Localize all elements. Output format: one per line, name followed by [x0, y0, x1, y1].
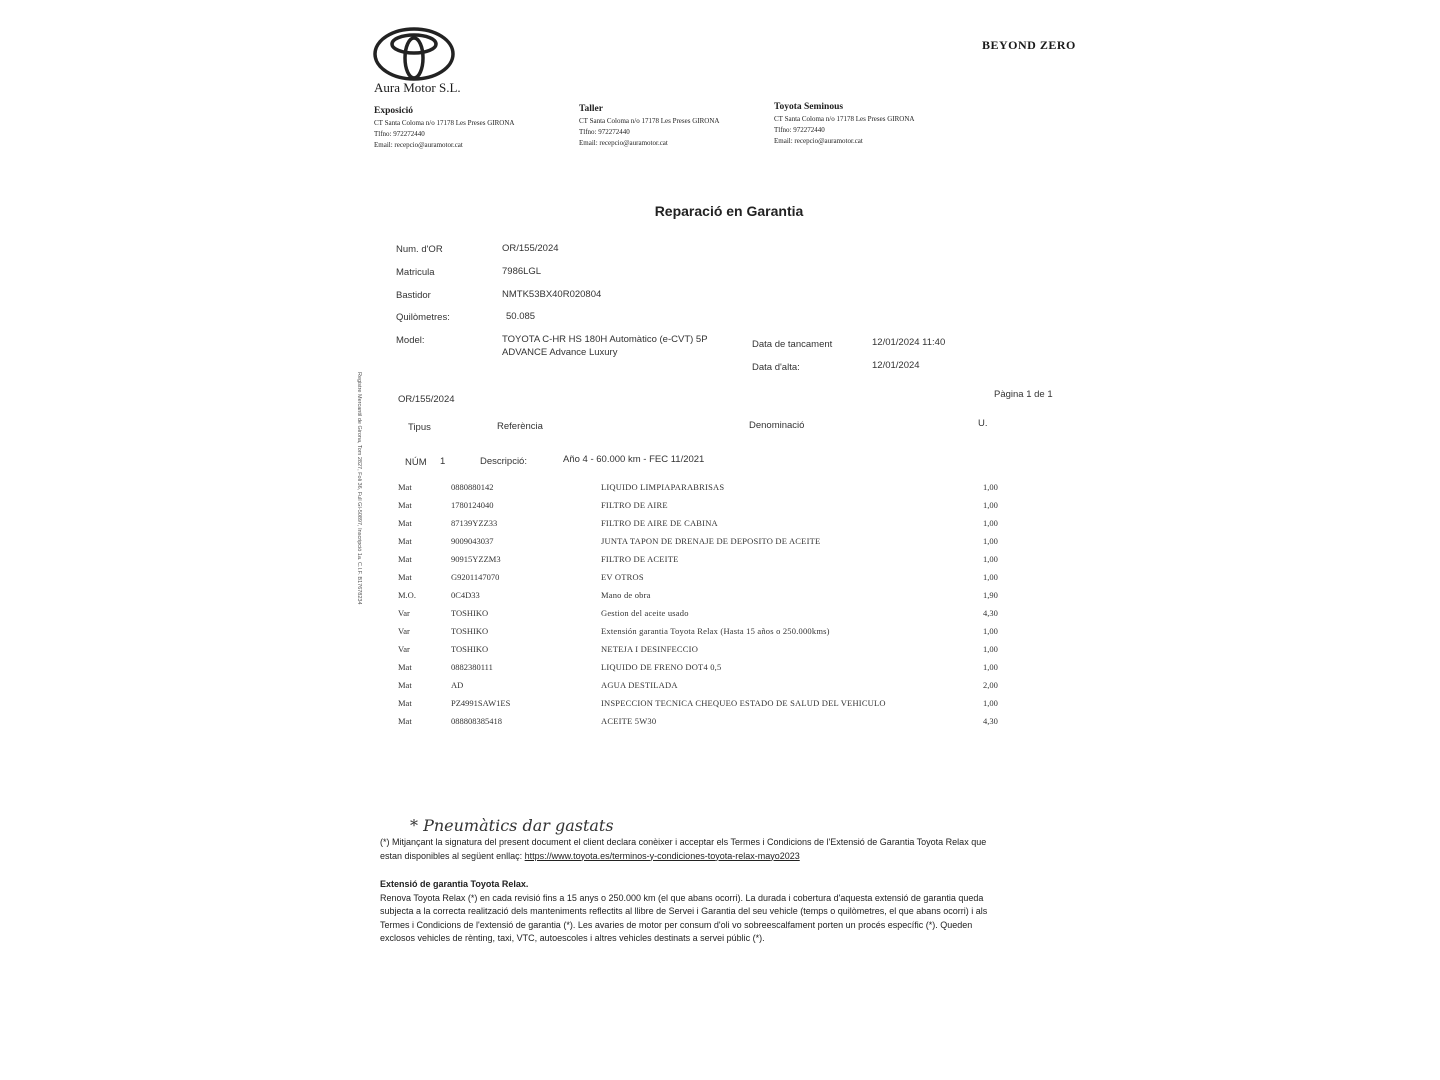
- table-row: [398, 680, 1018, 698]
- row-den: Gestion del aceite usado: [601, 608, 689, 618]
- row-tipus: Mat: [398, 572, 412, 582]
- header-u: U.: [978, 418, 988, 429]
- row-ref: 9009043037: [451, 536, 494, 546]
- row-tipus: Mat: [398, 662, 412, 672]
- row-tipus: Mat: [398, 482, 412, 492]
- row-tipus: Mat: [398, 716, 412, 726]
- header-denominacio: Denominació: [749, 420, 805, 431]
- row-u: 4,30: [983, 608, 998, 618]
- row-u: 4,30: [983, 716, 998, 726]
- row-ref: TOSHIKO: [451, 626, 489, 636]
- office-address: CT Santa Coloma n/o 17178 Les Preses GIRONA: [374, 119, 515, 127]
- terms-line: (*) Mitjançant la signatura del present document el client declara conèixer i acceptar els Termes i Condicions de l'Extensió de Garantia Toyota Relax que: [380, 837, 987, 847]
- page-number: Pàgina 1 de 1: [994, 389, 1053, 400]
- row-den: NETEJA I DESINFECCIO: [601, 644, 699, 654]
- toyota-logo: [372, 26, 456, 82]
- chassis-value: NMTK53BX40R020804: [502, 289, 602, 300]
- close-date-value: 12/01/2024 11:40: [872, 337, 946, 348]
- table-row: [398, 572, 1018, 590]
- office-name: Exposició: [374, 106, 414, 116]
- row-ref: PZ4991SAW1ES: [451, 698, 511, 708]
- table-row: [398, 554, 1018, 572]
- row-u: 1,00: [983, 518, 998, 528]
- document-title: Reparació en Garantia: [654, 203, 804, 219]
- plate-label: Matricula: [396, 267, 435, 278]
- row-tipus: Mat: [398, 680, 412, 690]
- row-den: AGUA DESTILADA: [601, 680, 678, 690]
- row-den: FILTRO DE AIRE: [601, 500, 668, 510]
- office-name: Toyota Seminous: [774, 102, 844, 112]
- model-value-line2: ADVANCE Advance Luxury: [502, 347, 618, 358]
- row-u: 1,00: [983, 536, 998, 546]
- row-ref: 088808385418: [451, 716, 502, 726]
- entry-date-value: 12/01/2024: [872, 360, 920, 371]
- row-tipus: Var: [398, 644, 410, 654]
- row-ref: G9201147070: [451, 572, 500, 582]
- row-ref: 0882380111: [451, 662, 493, 672]
- row-u: 1,00: [983, 554, 998, 564]
- chassis-label: Bastidor: [396, 290, 431, 301]
- table-row: [398, 662, 1018, 680]
- row-tipus: Mat: [398, 518, 412, 528]
- company-name: Aura Motor S.L.: [374, 80, 461, 95]
- row-den: JUNTA TAPON DE DRENAJE DE DEPOSITO DE ACEITE: [601, 536, 821, 546]
- office-taller: [579, 103, 719, 149]
- row-u: 2,00: [983, 680, 998, 690]
- row-u: 1,00: [983, 626, 998, 636]
- row-ref: AD: [451, 680, 464, 690]
- office-email: Email: recepcio@auramotor.cat: [579, 139, 668, 147]
- terms-link[interactable]: https://www.toyota.es/terminos-y-condiciones-toyota-relax-mayo2023: [524, 850, 800, 861]
- row-den: Extensión garantia Toyota Relax (Hasta 15 años o 250.000kms): [601, 626, 830, 636]
- row-u: 1,00: [983, 500, 998, 510]
- relax-heading: Extensió de garantia Toyota Relax.: [380, 879, 529, 889]
- km-value: 50.085: [506, 311, 536, 322]
- km-label: Quilòmetres:: [396, 312, 450, 323]
- row-ref: 0C4D33: [451, 590, 480, 600]
- row-den: INSPECCION TECNICA CHEQUEO ESTADO DE SALUD DEL VEHICULO: [601, 698, 886, 708]
- row-u: 1,00: [983, 662, 998, 672]
- row-den: LIQUIDO LIMPIAPARABRISAS: [601, 482, 725, 492]
- row-den: EV OTROS: [601, 572, 644, 582]
- row-ref: 87139YZZ33: [451, 518, 498, 528]
- row-ref: 0880880142: [451, 482, 494, 492]
- model-value-line1: TOYOTA C-HR HS 180H Automàtico (e-CVT) 5P: [502, 334, 708, 345]
- or-number-label: Num. d'OR: [396, 244, 443, 255]
- office-seminous: [774, 101, 914, 147]
- row-den: Mano de obra: [601, 590, 651, 600]
- row-ref: TOSHIKO: [451, 608, 489, 618]
- registry-vertical-text: [352, 372, 362, 642]
- row-tipus: M.O.: [398, 590, 416, 600]
- num-label: NÚM: [405, 457, 427, 468]
- row-ref: TOSHIKO: [451, 644, 489, 654]
- table-row: [398, 518, 1018, 536]
- office-exposicio: [374, 105, 514, 151]
- relax-line: exclosos vehicles de rènting, taxi, VTC, autoescoles i altres vehicles destinats a servei públic (*).: [380, 933, 765, 943]
- or-number-value: OR/155/2024: [502, 243, 559, 254]
- office-name: Taller: [579, 104, 603, 114]
- plate-value: 7986LGL: [502, 266, 542, 277]
- description-label: Descripció:: [480, 456, 527, 467]
- terms-paragraph: [380, 836, 1070, 863]
- office-address: CT Santa Coloma n/o 17178 Les Preses GIRONA: [774, 115, 915, 123]
- row-u: 1,90: [983, 590, 998, 600]
- row-den: LIQUIDO DE FRENO DOT4 0,5: [601, 662, 722, 672]
- handwritten-note: * Pneumàtics dar gastats: [410, 816, 614, 835]
- office-email: Email: recepcio@auramotor.cat: [774, 137, 863, 145]
- row-tipus: Mat: [398, 554, 412, 564]
- table-row: [398, 698, 1018, 716]
- row-tipus: Mat: [398, 698, 412, 708]
- office-address: CT Santa Coloma n/o 17178 Les Preses GIRONA: [579, 117, 720, 125]
- relax-line: Termes i Condicions de l'extensió de garantia (*). Les avaries de motor per consum d'oli vo sobreescalfament porten un procés específic (*). Queden: [380, 919, 973, 930]
- row-tipus: Mat: [398, 536, 412, 546]
- office-phone: Tlfno: 972272440: [374, 130, 425, 138]
- header-tipus: Tipus: [408, 422, 431, 433]
- brand-slogan: BEYOND ZERO: [982, 38, 1076, 52]
- terms-line: [380, 850, 1070, 864]
- row-u: 1,00: [983, 698, 998, 708]
- table-row: [398, 482, 1018, 500]
- num-value: 1: [440, 456, 446, 467]
- office-email: Email: recepcio@auramotor.cat: [374, 141, 463, 149]
- header-referencia: Referència: [497, 421, 543, 432]
- row-tipus: Var: [398, 608, 410, 618]
- row-den: FILTRO DE AIRE DE CABINA: [601, 518, 718, 528]
- table-row: [398, 536, 1018, 554]
- terms-text: estan disponibles al següent enllaç:: [380, 850, 523, 861]
- row-u: 1,00: [983, 482, 998, 492]
- registry-text: Registre Mercantil de Girona, Tom 2827, Foli 36, Full GI-50897, Inscripció 1a. C.I.F. B17678234: [356, 372, 362, 605]
- office-phone: Tlfno: 972272440: [774, 126, 825, 134]
- or-reference: OR/155/2024: [398, 394, 455, 405]
- entry-date-label: Data d'alta:: [752, 362, 800, 373]
- row-u: 1,00: [983, 572, 998, 582]
- table-row: [398, 716, 1018, 734]
- row-tipus: Var: [398, 626, 410, 636]
- description-value: Año 4 - 60.000 km - FEC 11/2021: [563, 454, 705, 465]
- table-row: [398, 626, 1018, 644]
- model-label: Model:: [396, 335, 425, 346]
- row-ref: 90915YZZM3: [451, 554, 501, 564]
- row-den: ACEITE 5W30: [601, 716, 657, 726]
- table-row: [398, 500, 1018, 518]
- relax-line: Renova Toyota Relax (*) en cada revisió fins a 15 anys o 250.000 km (el que abans ocorri). La durada i cobertura d'aquesta extensió de garantia queda: [380, 892, 984, 903]
- table-row: [398, 644, 1018, 662]
- row-ref: 1780124040: [451, 500, 494, 510]
- relax-section: [380, 878, 1070, 946]
- row-den: FILTRO DE ACEITE: [601, 554, 679, 564]
- office-phone: Tlfno: 972272440: [579, 128, 630, 136]
- close-date-label: Data de tancament: [752, 339, 833, 350]
- relax-line: subjecta a la correcta realització dels manteniments reflectits al llibre de Servei i Garantia del seu vehicle (temps o quilòmetres, el que abans ocorri) i als: [380, 906, 988, 916]
- row-u: 1,00: [983, 644, 998, 654]
- table-row: [398, 590, 1018, 608]
- row-tipus: Mat: [398, 500, 412, 510]
- table-row: [398, 608, 1018, 626]
